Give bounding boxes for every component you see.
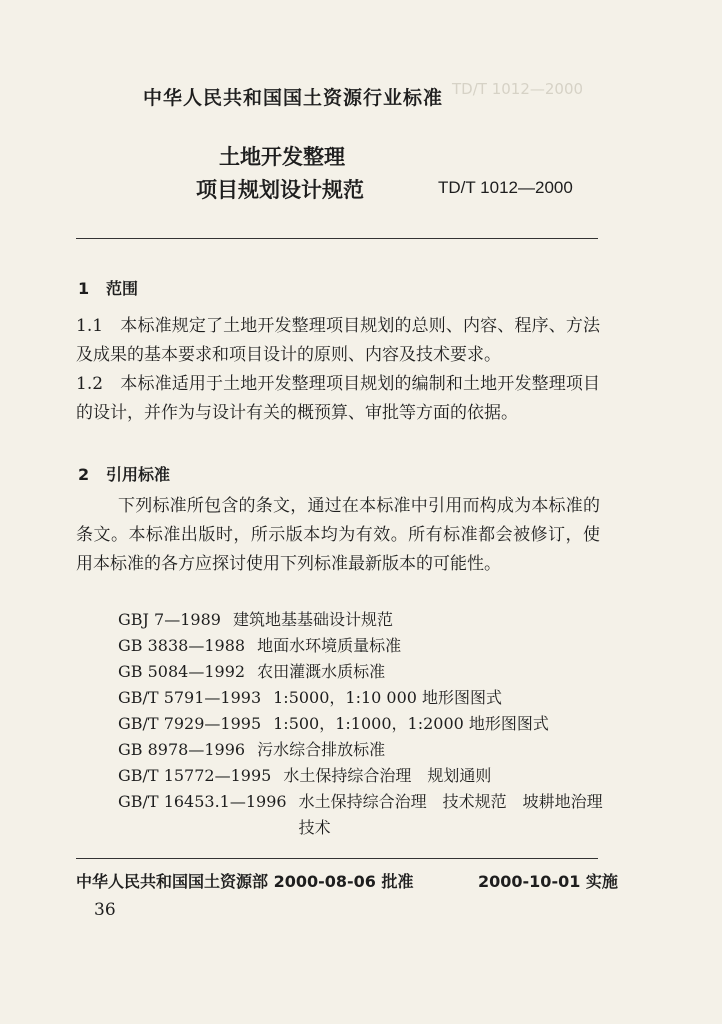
reference-title: 水土保持综合治理 技术规范 坡耕地治理技术 [298,792,603,837]
bleed-through-text: TD/T 1012—2000 [452,80,584,98]
reference-item [118,737,608,763]
paragraph-1-1: 1.1 本标准规定了土地开发整理项目规划的总则、内容、程序、方法及成果的基本要求和项目设计的原则、内容及技术要求。 [76,316,600,365]
reference-list [118,607,608,841]
top-divider [76,238,598,239]
reference-item [118,711,608,737]
reference-title: 建筑地基基础设计规范 [232,610,393,629]
reference-title: 污水综合排放标准 [257,740,386,759]
standard-code: TD/T 1012—2000 [438,178,573,197]
reference-code: GB 3838—1988 [118,636,246,655]
reference-code: GB/T 7929—1995 [118,714,262,733]
reference-code: GB/T 16453.1—1996 [118,792,287,811]
title-line-2: 项目规划设计规范 [196,178,364,202]
implementation-date: 2000-10-01 实施 [478,872,618,891]
paragraph-2: 下列标准所包含的条文，通过在本标准中引用而构成为本标准的条文。本标准出版时，所示版本均为有效。所有标准都会被修订，使用本标准的各方应探讨使用下列标准最新版本的可能性。 [76,496,600,574]
bottom-divider [76,858,598,859]
reference-code: GBJ 7—1989 [118,610,221,629]
reference-item [118,789,608,841]
section-number: 2 [78,465,90,484]
section-number: 1 [78,279,90,298]
section-heading-1 [78,276,138,299]
page-number: 36 [94,900,116,920]
reference-item [118,607,608,633]
section-heading-2 [78,462,170,485]
paragraph-1-2: 1.2 本标准适用于土地开发整理项目规划的编制和土地开发整理项目的设计，并作为与设计有关的概预算、审批等方面的依据。 [76,374,600,423]
reference-item [118,685,608,711]
reference-code: GB/T 5791—1993 [118,688,262,707]
title-line-1: 土地开发整理 [219,145,345,169]
reference-title: 农田灌溉水质标准 [257,662,386,681]
reference-item [118,763,608,789]
reference-title: 1:500，1:1000，1:2000 地形图图式 [273,714,549,733]
reference-item [118,659,608,685]
reference-code: GB/T 15772—1995 [118,766,272,785]
section-title: 引用标准 [106,465,171,484]
reference-code: GB 5084—1992 [118,662,246,681]
reference-title: 水土保持综合治理 规划通则 [283,766,492,785]
reference-title: 1:5000，1:10 000 地形图图式 [273,688,503,707]
page-header: 中华人民共和国国土资源行业标准 [143,87,444,109]
reference-code: GB 8978—1996 [118,740,246,759]
reference-title: 地面水环境质量标准 [257,636,402,655]
approval-date: 中华人民共和国国土资源部 2000-08-06 批准 [76,872,414,891]
reference-item [118,633,608,659]
section-title: 范围 [106,279,139,298]
